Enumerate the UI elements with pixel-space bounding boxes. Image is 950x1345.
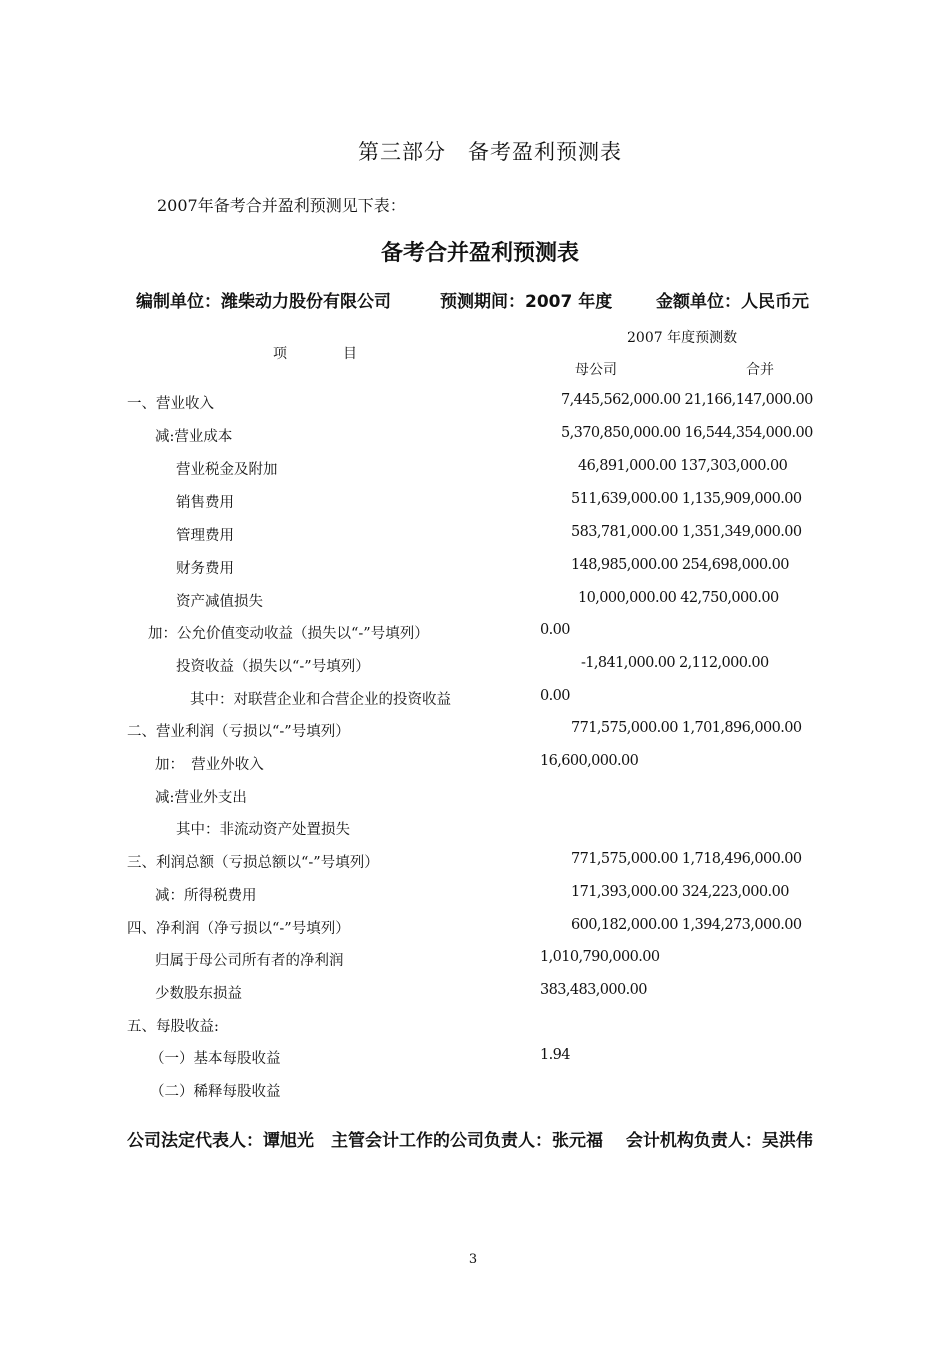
table-row xyxy=(0,982,950,1015)
row-value: 583,781,000.00 1,351,349,000.00 xyxy=(571,524,802,540)
table-title: 备考合并盈利预测表 xyxy=(380,241,579,266)
row-value: -1,841,000.00 2,112,000.00 xyxy=(581,655,769,671)
row-label: 其中：对联营企业和合营企业的投资收益 xyxy=(190,692,451,708)
table-row xyxy=(0,1080,950,1113)
table-row xyxy=(0,392,950,425)
row-value: 600,182,000.00 1,394,273,000.00 xyxy=(571,917,802,933)
row-label: 一、营业收入 xyxy=(127,396,214,412)
table-row xyxy=(0,851,950,884)
row-label: （二）稀释每股收益 xyxy=(150,1084,281,1100)
row-value: 383,483,000.00 xyxy=(540,982,647,998)
row-value: 511,639,000.00 1,135,909,000.00 xyxy=(571,491,802,507)
row-value: 771,575,000.00 1,701,896,000.00 xyxy=(571,720,802,736)
table-row xyxy=(0,557,950,590)
row-label: 减:营业成本 xyxy=(155,429,233,445)
row-value: 171,393,000.00 324,223,000.00 xyxy=(571,884,789,900)
row-label: 其中：非流动资产处置损失 xyxy=(176,822,350,838)
row-label: 资产减值损失 xyxy=(176,594,263,610)
row-label: 财务费用 xyxy=(176,561,234,577)
row-label: 加： 营业外收入 xyxy=(155,757,264,773)
column-header-forecast: 2007 年度预测数 xyxy=(627,330,738,346)
currency-unit: 金额单位：人民币元 xyxy=(656,292,809,312)
column-header-parent: 母公司 xyxy=(575,362,617,378)
row-value: 16,600,000.00 xyxy=(540,753,639,769)
row-label: 减：所得税费用 xyxy=(155,888,257,904)
compiling-unit: 编制单位：潍柴动力股份有限公司 xyxy=(136,292,391,312)
row-label: 营业税金及附加 xyxy=(176,462,278,478)
row-label: 四、净利润（净亏损以“-”号填列） xyxy=(127,921,350,937)
table-row xyxy=(0,818,950,851)
table-row xyxy=(0,688,950,721)
table-row xyxy=(0,884,950,917)
table-row xyxy=(0,425,950,458)
row-value: 1,010,790,000.00 xyxy=(540,949,660,965)
row-label: 五、每股收益: xyxy=(127,1019,219,1035)
table-row xyxy=(0,458,950,491)
table-row xyxy=(0,949,950,982)
table-row xyxy=(0,720,950,753)
table-row xyxy=(0,491,950,524)
table-row xyxy=(0,1015,950,1048)
row-label: 管理费用 xyxy=(176,528,234,544)
row-label: 二、营业利润（亏损以“-”号填列） xyxy=(127,724,350,740)
page-number: 3 xyxy=(468,1252,478,1267)
table-row xyxy=(0,917,950,950)
column-header-item: 项 目 xyxy=(273,346,357,362)
row-label: 销售费用 xyxy=(176,495,234,511)
row-label: 减:营业外支出 xyxy=(155,790,247,806)
table-row xyxy=(0,590,950,623)
row-label: 归属于母公司所有者的净利润 xyxy=(155,953,344,969)
row-label: 加：公允价值变动收益（损失以“-”号填列） xyxy=(148,626,429,642)
row-label: 少数股东损益 xyxy=(155,986,242,1002)
row-value: 0.00 xyxy=(540,622,570,638)
row-value: 46,891,000.00 137,303,000.00 xyxy=(578,458,788,474)
row-value: 7,445,562,000.00 21,166,147,000.00 xyxy=(561,392,813,408)
table-row xyxy=(0,1047,950,1080)
row-value: 5,370,850,000.00 16,544,354,000.00 xyxy=(561,425,813,441)
row-value: 1.94 xyxy=(540,1047,570,1063)
table-row xyxy=(0,622,950,655)
intro-text: 2007年备考合并盈利预测见下表： xyxy=(157,196,406,215)
column-header-consolidated: 合并 xyxy=(746,362,774,378)
row-value: 771,575,000.00 1,718,496,000.00 xyxy=(571,851,802,867)
forecast-period: 预测期间：2007 年度 xyxy=(440,292,613,312)
signatories: 公司法定代表人：谭旭光 主管会计工作的公司负责人：张元福 会计机构负责人：吴洪伟 xyxy=(127,1131,813,1151)
row-value: 10,000,000.00 42,750,000.00 xyxy=(578,590,779,606)
table-row xyxy=(0,753,950,786)
table-row xyxy=(0,786,950,819)
row-label: （一）基本每股收益 xyxy=(150,1051,281,1067)
row-value: 148,985,000.00 254,698,000.00 xyxy=(571,557,789,573)
row-value: 0.00 xyxy=(540,688,570,704)
table-row xyxy=(0,524,950,557)
row-label: 三、利润总额（亏损总额以“-”号填列） xyxy=(127,855,379,871)
table-row xyxy=(0,655,950,688)
row-label: 投资收益（损失以“-”号填列） xyxy=(176,659,370,675)
section-title: 第三部分 备考盈利预测表 xyxy=(358,140,622,164)
